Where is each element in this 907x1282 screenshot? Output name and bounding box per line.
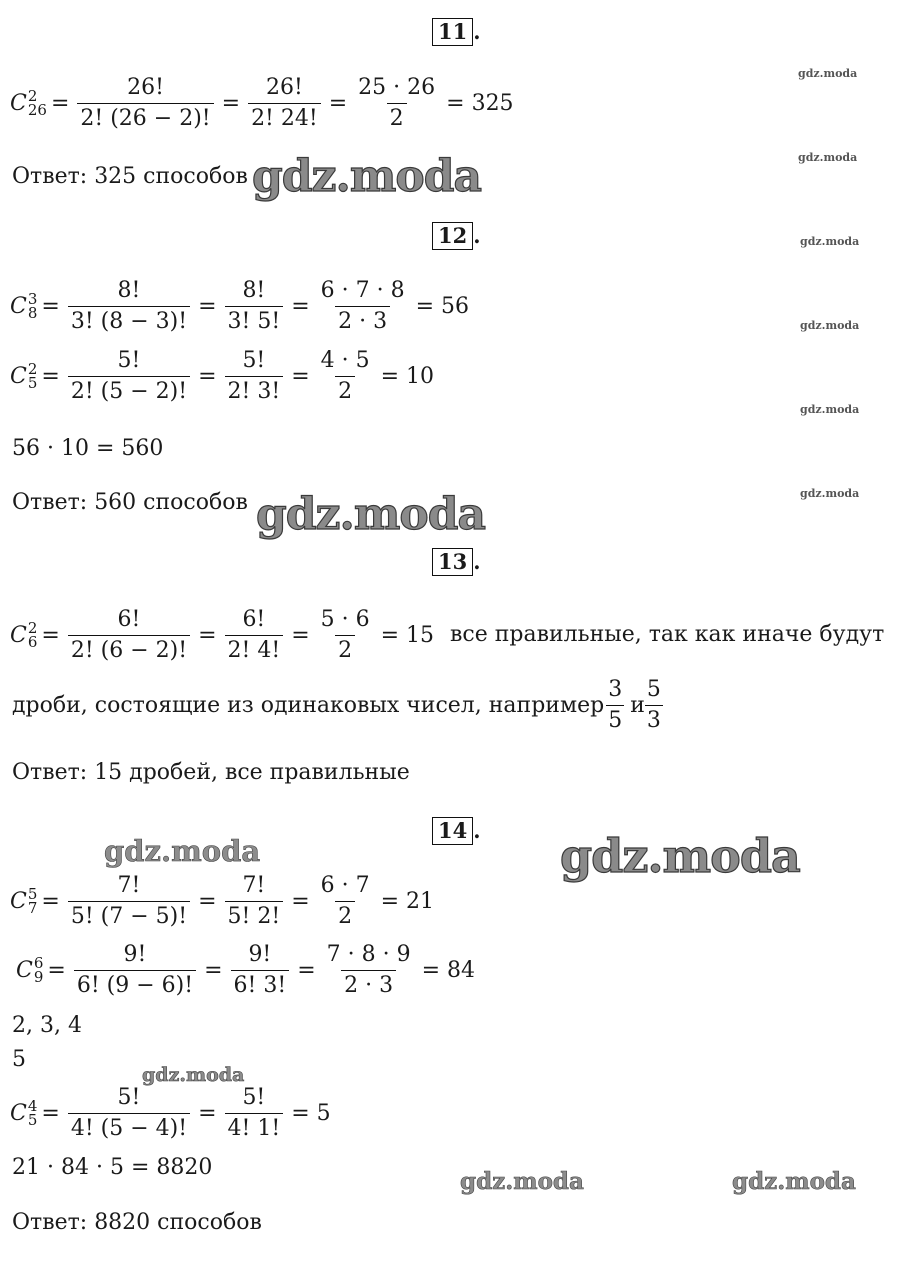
watermark: gdz.moda [800, 487, 860, 500]
task-12-number: 12 . [432, 222, 481, 250]
watermark: gdz.moda [256, 489, 486, 540]
fraction: $\frac{7!}{5! 2!}$ [221, 874, 288, 929]
fraction: $\frac{5!}{2! 3!}$ [221, 349, 288, 404]
task-14-equation-3: C 4 5 = $\frac{5!}{4! (5 - 4)!}$ = $\frac{5!}{4! 1!}$ = 5 [10, 1078, 335, 1148]
combination-symbol: C 6 9 [16, 954, 44, 986]
fraction: $\frac{26!}{2! 24!}$ [244, 76, 325, 131]
watermark: gdz.moda [800, 235, 860, 248]
task-13-equation: C 2 6 = $\frac{6!}{2! (6 - 2)!}$ = $\frac{6!}{2! 4!}$ = $\frac{5 \cdot 6}{2}$ = 15 [10, 600, 438, 670]
watermark: gdz.moda [798, 67, 858, 80]
result: = 84 [421, 957, 476, 983]
fraction: $\frac{9!}{6! (9 - 6)!}$ [70, 943, 200, 998]
task-14-number: 14 . [432, 817, 481, 845]
fraction: $\frac{5 \cdot 6}{2}$ [320, 606, 370, 663]
combination-symbol: C 2 26 [10, 87, 47, 119]
fraction: $\frac{7!}{5! (7 - 5)!}$ [64, 874, 194, 929]
fraction: $\frac{6!}{2! (6 - 2)!}$ [64, 608, 194, 663]
task-12-number-box: 12 [432, 222, 473, 250]
result: = 10 [380, 363, 435, 389]
result: = 56 [415, 293, 470, 319]
result: = 325 [446, 90, 514, 116]
fraction: $\frac{8!}{3! 5!}$ [221, 279, 288, 334]
combination-symbol: C 2 6 [10, 619, 38, 651]
watermark: gdz.moda [142, 1064, 245, 1086]
watermark: gdz.moda [252, 151, 482, 202]
example-fraction-2: $\frac{5}{3}$ [646, 676, 661, 733]
fraction: $\frac{7 \cdot 8 \cdot 9}{2 \cdot 3}$ [326, 941, 411, 998]
task-11-number: 11 . [432, 18, 481, 46]
watermark: gdz.moda [732, 1168, 856, 1195]
fraction: $\frac{5!}{4! (5 - 4)!}$ [64, 1086, 194, 1141]
task-13-answer: Ответ: 15 дробей, все правильные [12, 760, 410, 785]
task-14-answer: Ответ: 8820 способов [12, 1210, 262, 1235]
fraction: $\frac{6!}{2! 4!}$ [221, 608, 288, 663]
fraction: $\frac{5!}{2! (5 - 2)!}$ [64, 349, 194, 404]
task-13-number-box: 13 [432, 548, 473, 576]
fraction: $\frac{6 \cdot 7 \cdot 8}{2 \cdot 3}$ [320, 277, 405, 334]
watermark: gdz.moda [800, 403, 860, 416]
task-13-note-1: все правильные, так как иначе будут [450, 622, 885, 647]
combination-symbol: C 3 8 [10, 290, 38, 322]
watermark: gdz.moda [460, 1168, 584, 1195]
task-14-number-box: 14 [432, 817, 473, 845]
fraction: $\frac{9!}{6! 3!}$ [227, 943, 294, 998]
task-12-product: 56 · 10 = 560 [12, 436, 164, 461]
task-12-equation-2: C 2 5 = $\frac{5!}{2! (5 - 2)!}$ = $\frac{5!}{2! 3!}$ = $\frac{4 \cdot 5}{2}$ = 10 [10, 341, 438, 411]
example-fraction-1: $\frac{3}{5}$ [608, 676, 623, 733]
watermark: gdz.moda [800, 319, 860, 332]
task-14-equation-2: C 6 9 = $\frac{9!}{6! (9 - 6)!}$ = $\frac{9!}{6! 3!}$ = $\frac{7 \cdot 8 \cdot 9}{2 \cdot 3}$ = 84 [16, 935, 479, 1005]
task-11-equation: C 2 26 = $\frac{26!}{2! (26 - 2)!}$ = $\frac{26!}{2! 24!}$ = $\frac{25 \cdot 26}{2}$ = 325 [10, 68, 518, 138]
combination-symbol: C 2 5 [10, 360, 38, 392]
task-12-answer: Ответ: 560 способов [12, 490, 248, 515]
watermark: gdz.moda [104, 834, 261, 868]
combination-symbol: C 4 5 [10, 1097, 38, 1129]
fraction: $\frac{4 \cdot 5}{2}$ [320, 347, 370, 404]
task-11-answer: Ответ: 325 способов [12, 164, 248, 189]
fraction: $\frac{8!}{3! (8 - 3)!}$ [64, 279, 194, 334]
task-14-line-1: 2, 3, 4 [12, 1013, 82, 1038]
task-13-number: 13 . [432, 548, 481, 576]
result: = 5 [291, 1100, 331, 1126]
fraction: $\frac{6 \cdot 7}{2}$ [320, 872, 370, 929]
fraction: $\frac{5!}{4! 1!}$ [221, 1086, 288, 1141]
task-14-line-2: 5 [12, 1047, 26, 1072]
watermark: gdz.moda [798, 151, 858, 164]
fraction: $\frac{26!}{2! (26 - 2)!}$ [73, 76, 217, 131]
task-12-equation-1: C 3 8 = $\frac{8!}{3! (8 - 3)!}$ = $\frac{8!}{3! 5!}$ = $\frac{6 \cdot 7 \cdot 8}{2 \cdot 3}$ = 56 [10, 271, 473, 341]
task-13-note-2: дроби, состоящие из одинаковых чисел, например $\frac{3}{5}$ и $\frac{5}{3}$ [12, 676, 661, 733]
task-14-product: 21 · 84 · 5 = 8820 [12, 1155, 213, 1180]
task-11-number-box: 11 [432, 18, 473, 46]
task-14-equation-1: C 5 7 = $\frac{7!}{5! (7 - 5)!}$ = $\frac{7!}{5! 2!}$ = $\frac{6 \cdot 7}{2}$ = 21 [10, 866, 438, 936]
result: = 21 [380, 888, 435, 914]
fraction: $\frac{25 \cdot 26}{2}$ [358, 74, 436, 131]
combination-symbol: C 5 7 [10, 885, 38, 917]
result: = 15 [380, 622, 435, 648]
watermark: gdz.moda [560, 829, 800, 883]
